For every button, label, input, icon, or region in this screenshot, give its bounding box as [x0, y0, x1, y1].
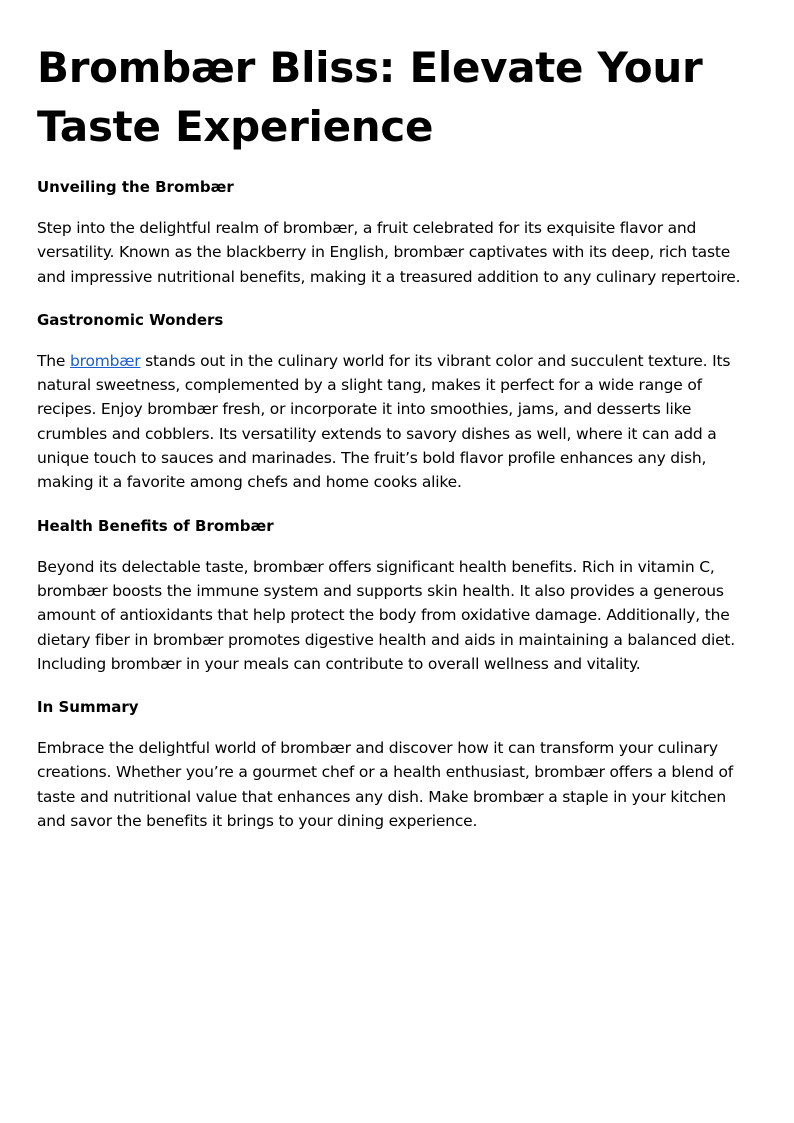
section-paragraph-health: Beyond its delectable taste, brombær offers significant health benefits. Rich in vitamin C, brombær boosts the immune system and supports skin health. It also provides a generous amount of antioxidants that help protect the body from oxidative damage. Additionally, the dietary fiber in brombær promotes digestive health and aids in maintaining a balanced diet. Including brombær in your meals can contribute to overall wellness and vitality. — [37, 557, 736, 673]
paragraph-prefix: The — [37, 351, 70, 370]
section-heading-gastronomic: Gastronomic Wonders — [37, 310, 224, 329]
section-paragraph-unveiling: Step into the delightful realm of brombær, a fruit celebrated for its exquisite flavor and versatility. Known as the blackberry in English, brombær captivates with its deep, rich taste and impressive nutritional benefits, making it a treasured addition to any culinary repertoire. — [37, 219, 741, 286]
page-title: Brombær Bliss: Elevate Your Taste Experience — [37, 43, 703, 151]
section-paragraph-summary: Embrace the delightful world of brombær and discover how it can transform your culinary creations. Whether you’re a gourmet chef or a health enthusiast, brombær offers a blend of taste and nutritional value that enhances any dish. Make brombær a staple in your kitchen and savor the benefits it brings to your dining experience. — [37, 739, 734, 831]
paragraph-suffix: stands out in the culinary world for its vibrant color and succulent texture. Its natural sweetness, complemented by a slight tang, makes it perfect for a wide range of recipes. Enjoy brombær fresh, or incorporate it into smoothies, jams, and desserts like crumbles and cobblers. Its versatility extends to savory dishes as well, where it can add a unique touch to sauces and marinades. The fruit’s bold flavor profile enhances any dish, making it a favorite among chefs and home cooks alike. — [37, 351, 731, 492]
section-paragraph-gastronomic — [37, 349, 757, 495]
section-heading-health: Health Benefits of Brombær — [37, 516, 274, 535]
section-heading-unveiling: Unveiling the Brombær — [37, 178, 234, 196]
section-heading-summary: In Summary — [37, 698, 139, 717]
brombaer-link[interactable]: brombær — [69, 351, 141, 370]
